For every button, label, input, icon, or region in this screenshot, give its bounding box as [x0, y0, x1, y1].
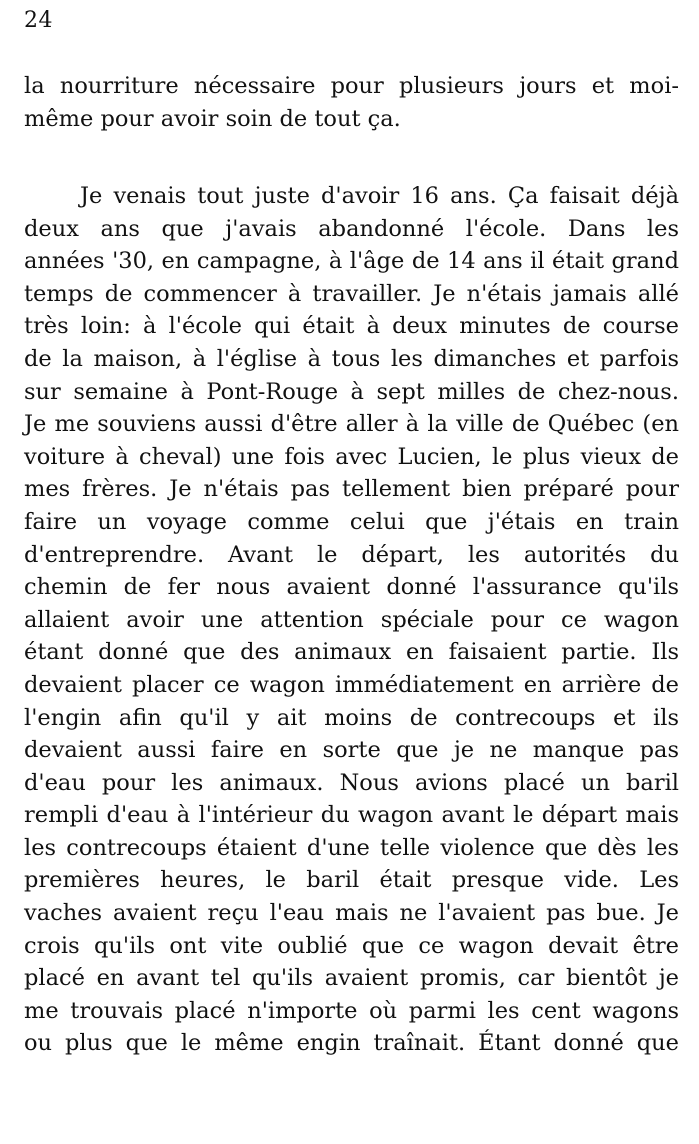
- text-line: d'entreprendre. Avant le départ, les autorités du: [24, 541, 679, 568]
- text-line: Je me souviens aussi d'être aller à la ville de Québec (en: [24, 411, 679, 438]
- paragraph-continuation: [24, 70, 679, 135]
- text-line: chemin de fer nous avaient donné l'assurance qu'ils: [24, 574, 679, 601]
- paragraph-main: [24, 180, 679, 1060]
- text-line: voiture à cheval) une fois avec Lucien, le plus vieux de: [24, 443, 679, 470]
- text-line: deux ans que j'avais abandonné l'école. Dans les: [24, 215, 679, 242]
- page-number: 24: [24, 8, 53, 33]
- text-line: premières heures, le baril était presque vide. Les: [24, 867, 679, 894]
- text-line: devaient aussi faire en sorte que je ne manque pas: [24, 737, 679, 764]
- text-line: très loin: à l'école qui était à deux minutes de course: [24, 313, 679, 340]
- text-line: crois qu'ils ont vite oublié que ce wagon devait être: [24, 932, 679, 959]
- text-line: sur semaine à Pont-Rouge à sept milles de chez-nous.: [24, 378, 679, 405]
- text-line: d'eau pour les animaux. Nous avions placé un baril: [24, 769, 679, 796]
- text-line: devaient placer ce wagon immédiatement en arrière de: [24, 671, 679, 698]
- text-line: de la maison, à l'église à tous les dimanches et parfois: [24, 345, 679, 372]
- text-line: les contrecoups étaient d'une telle violence que dès les: [24, 834, 679, 861]
- text-line: Je venais tout juste d'avoir 16 ans. Ça faisait déjà: [80, 183, 679, 209]
- text-line: l'engin afin qu'il y ait moins de contrecoups et ils: [24, 704, 679, 731]
- text-line: la nourriture nécessaire pour plusieurs jours et moi-: [24, 73, 679, 99]
- text-line: faire un voyage comme celui que j'étais en train: [24, 508, 679, 535]
- text-line: mes frères. Je n'étais pas tellement bien préparé pour: [24, 476, 679, 503]
- text-line: temps de commencer à travailler. Je n'étais jamais allé: [24, 280, 679, 307]
- text-line: rempli d'eau à l'intérieur du wagon avant le départ mais: [24, 802, 679, 829]
- text-line: étant donné que des animaux en faisaient partie. Ils: [24, 639, 679, 666]
- text-line: années '30, en campagne, à l'âge de 14 ans il était grand: [24, 248, 679, 275]
- text-line: même pour avoir soin de tout ça.: [24, 105, 401, 132]
- text-line: allaient avoir une attention spéciale pour ce wagon: [24, 606, 679, 633]
- text-line: me trouvais placé n'importe où parmi les cent wagons: [24, 997, 679, 1024]
- text-line: vaches avaient reçu l'eau mais ne l'avaient pas bue. Je: [24, 900, 679, 927]
- text-line: ou plus que le même engin traînait. Étant donné que: [24, 1030, 679, 1057]
- text-line: placé en avant tel qu'ils avaient promis, car bientôt je: [24, 965, 679, 992]
